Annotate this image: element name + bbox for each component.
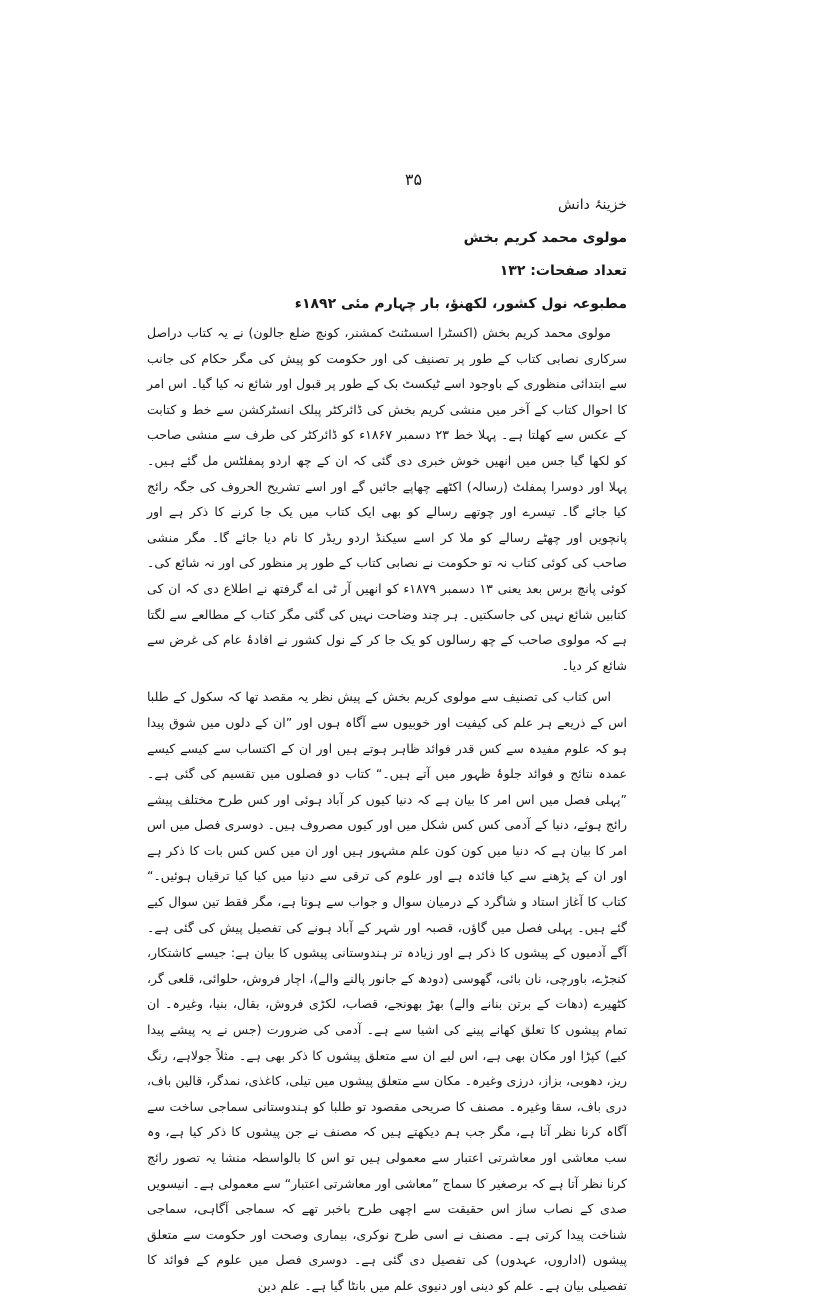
paragraph: مولوی محمد کریم بخش (اکسٹرا اسسٹنٹ کمشنر، کونچ ضلع جالون) نے یہ کتاب دراصل سرکاری نصابی کتاب کے طور پر تصنیف کی اور حکومت کو پیش کی مگر حکام کی جانب سے ابتدائی منظوری کے باوجود اسے ٹیکسٹ بک کے طور پر قبول اور شائع نہ کیا گیا۔ اس امر کا احوال کتاب کے آخر میں منشی کریم بخش کی ڈائرکٹر پبلک انسٹرکشن سے خط و کتابت کے عکس سے کھلتا ہے۔ پہلا خط ۲۳ دسمبر ۱۸۶۷ء کو ڈائرکٹر کی طرف سے منشی صاحب کو لکھا گیا جس میں انھیں خوش خبری دی گئی کہ ان کے چھ اردو پمفلٹس مل گئے ہیں۔ پہلا اور دوسرا پمفلٹ (رسالہ) اکٹھے چھاپے جائیں گے اور اسے تشریح الحروف کی جگہ رائج کیا جائے گا۔ تیسرے اور چوتھے رسالے کو بھی ایک کتاب میں یک جا کرنے کا ذکر ہے اور پانچویں اور چھٹے رسالے کو ملا کر اسے سیکنڈ اردو ریڈر کا نام دیا جائے گا۔ مگر منشی صاحب کی کوئی کتاب نہ تو حکومت نے نصابی کتاب کے طور پر منظور کی اور نہ شائع کی۔ کوئی پانچ برس بعد یعنی ۱۳ دسمبر ۱۸۷۹ء کو انھیں آر ٹی اے گرفتھ نے اطلاع دی کہ ان کی کتابیں شائع نہیں کی جاسکتیں۔ ہر چند وضاحت نہیں کی گئی مگر کتاب کے مطالعے سے لگتا ہے کہ مولوی صاحب کے چھ رسالوں کو یک جا کر کے نول کشور نے افادۂ عام کی غرض سے شائع کر دیا۔ [147,325,627,673]
book-pages: تعداد صفحات: ۱۳۲ [499,263,627,279]
book-title: خزینۂ دانش [557,197,627,213]
page-number: ۳۵ [404,170,423,189]
pages-value: ۱۳۲ [499,263,526,279]
book-author: مولوی محمد کریم بخش [463,230,627,246]
body-text [147,320,627,1305]
paragraph: اس کتاب کی تصنیف سے مولوی کریم بخش کے پیش نظر یہ مقصد تھا کہ سکول کے طلبا اس کے ذریعے ہر علم کی کیفیت اور خوبیوں سے آگاہ ہوں اور ”ان کے دلوں میں شوق پیدا ہو کہ علوم مفیدہ سے کس قدر فوائد ظاہر ہوتے ہیں اور ان کے اکتساب سے کیسے کیسے عمدہ نتائج و فوائد جلوۂ ظہور میں آتے ہیں۔“ کتاب دو فصلوں میں تقسیم کی گئی ہے۔ ”پہلی فصل میں اس امر کا بیان ہے کہ دنیا کیوں کر آباد ہوئی اور کس طرح مختلف پیشے رائج ہوئے، دنیا کے آدمی کس کس شکل میں اور کیوں مصروف ہیں۔ دوسری فصل میں اس امر کا بیان ہے کہ دنیا میں کون کون علم مشہور ہیں اور ان میں کس کس بات کا ذکر ہے اور ان کے پڑھنے سے کیا فائدہ ہے اور علوم کی ترقی سے دنیا میں کیا کیا ترقیاں ہوئیں۔“ کتاب کا آغاز استاد و شاگرد کے درمیان سوال و جواب سے ہوتا ہے، مگر فقط تین سوال کیے گئے ہیں۔ پہلی فصل میں گاؤں، قصبہ اور شہر کے آباد ہونے کی تفصیل پیش کی گئی ہے۔ آگے آدمیوں کے پیشوں کا ذکر ہے اور زیادہ تر ہندوستانی پیشوں کا بیان ہے: جیسے کاشتکار، کنجڑے، باورچی، نان بائی، گھوسی (دودھ کے جانور پالنے والے)، اچار فروش، حلوائی، قلعی گر، کٹھیرے (دھات کے برتن بنانے والے) بھڑ بھونجے، قصاب، لکڑی فروش، بقال، بنیا، وغیرہ۔ ان تمام پیشوں کا تعلق کھانے پینے کی اشیا سے ہے۔ آدمی کی ضرورت (جس نے یہ پیشے پیدا کیے) کپڑا اور مکان بھی ہے، اس لیے ان سے متعلق پیشوں کا ذکر بھی ہے۔ مثلاً جولاہے، رنگ ریز، دھوبی، بزاز، درزی وغیرہ۔ مکان سے متعلق پیشوں میں تیلی، کاغذی، نمدگر، قالین باف، دری باف، سقا وغیرہ۔ مصنف کا صریحی مقصود تو طلبا کو ہندوستانی سماجی ساخت سے آگاہ کرنا نظر آتا ہے، مگر جب ہم دیکھتے ہیں کہ مصنف نے جن پیشوں کا ذکر کیا ہے، وہ سب معاشی اور معاشرتی اعتبار سے معمولی ہیں تو اس کا بالواسطہ منشا یہ تصور رائج کرنا نظر آتا ہے کہ برصغیر کا سماج ”معاشی اور معاشرتی اعتبار“ سے معمولی ہے۔ انیسویں صدی کے نصاب ساز اس حقیقت سے اچھی طرح باخبر تھے کہ سماجی آگاہی، سماجی شناخت پیدا کرتی ہے۔ مصنف نے اسی طرح نوکری، بیماری وصحت اور حکومت سے متعلق پیشوں (اداروں، عہدوں) کی تفصیل دی گئی ہے۔ دوسری فصل میں علوم کے فوائد کا تفصیلی بیان ہے۔ علم کو دینی اور دنیوی علم میں بانٹا گیا ہے۔ علم دین [147,689,627,1293]
book-info [147,189,627,321]
book-publisher: مطبوعہ نول کشور، لکھنؤ، بار چہارم مئی ۱۸۹۲ء [294,296,627,312]
pages-label: تعداد صفحات [535,263,627,279]
